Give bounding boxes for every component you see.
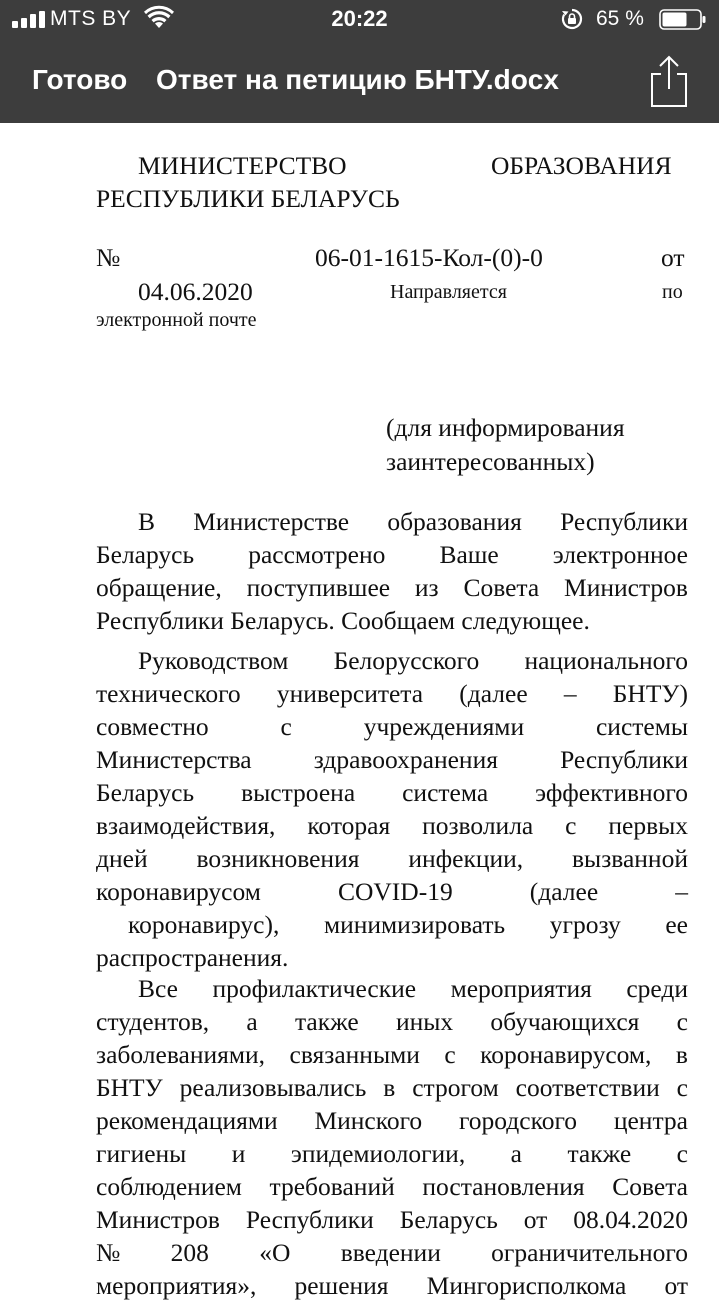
- ref-by: по: [662, 281, 683, 303]
- addressee-line: заинтересованных): [386, 447, 595, 476]
- body-text-line: технического университета (далее – БНТУ): [96, 679, 688, 708]
- body-text-line: Беларусь рассмотрено Ваше электронное: [96, 540, 688, 569]
- doc-header-education: ОБРАЗОВАНИЯ: [491, 151, 672, 180]
- done-button[interactable]: Готово: [32, 64, 128, 95]
- carrier-name: MTS BY: [50, 7, 132, 30]
- body-text-line: В Министерстве образования Республики: [138, 507, 688, 536]
- body-text-line: мероприятия», решения Мингорисполкома от: [96, 1271, 688, 1300]
- doc-header-country: РЕСПУБЛИКИ БЕЛАРУСЬ: [96, 184, 400, 213]
- body-text-line: Беларусь выстроена система эффективного: [96, 778, 688, 807]
- rotation-lock-icon: [561, 8, 583, 30]
- body-text-line: соблюдением требований постановления Совета: [96, 1172, 688, 1201]
- body-text-line: рекомендациями Минского городского центра: [96, 1106, 688, 1135]
- body-text-line: коронавирусом COVID-19 (далее –: [96, 877, 688, 906]
- ref-date: 04.06.2020: [138, 277, 253, 306]
- body-text-line: обращение, поступившее из Совета Министров: [96, 573, 688, 602]
- body-text-line: совместно с учреждениями системы: [96, 712, 688, 741]
- body-text-line: распространения.: [96, 943, 289, 972]
- body-text-line: № 208 «О введении ограничительного: [96, 1238, 688, 1267]
- battery-icon: [659, 9, 707, 30]
- body-text-line: БНТУ реализовывались в строгом соответствии с: [96, 1073, 688, 1102]
- status-bar: [0, 0, 719, 40]
- body-text-line: студентов, а также иных обучающихся с: [96, 1007, 688, 1036]
- document-viewer[interactable]: [0, 123, 719, 1300]
- body-text-line: Руководством Белорусского национального: [138, 646, 688, 675]
- ref-sent-label: Направляется: [390, 281, 507, 303]
- body-text-line: взаимодействия, которая позволила с первых: [96, 811, 688, 840]
- ref-email: электронной почте: [96, 309, 257, 331]
- doc-header-ministry: МИНИСТЕРСТВО: [138, 151, 347, 180]
- ref-from: от: [661, 243, 685, 272]
- body-text-line: коронавирус), минимизировать угрозу ее: [128, 910, 688, 939]
- body-text-line: дней возникновения инфекции, вызванной: [96, 844, 688, 873]
- document-title: Ответ на петицию БНТУ.docx: [156, 64, 559, 95]
- nav-bar: [0, 40, 719, 123]
- battery-percent: 65 %: [596, 7, 644, 30]
- body-text-line: Министерства здравоохранения Республики: [96, 745, 688, 774]
- body-text-line: Все профилактические мероприятия среди: [138, 974, 688, 1003]
- top-bar: [0, 0, 719, 123]
- body-text-line: гигиены и эпидемиологии, а также с: [96, 1139, 688, 1168]
- body-text-line: заболеваниями, связанными с коронавирусом, в: [96, 1040, 688, 1069]
- share-icon[interactable]: [648, 54, 690, 108]
- addressee-line: (для информирования: [386, 413, 625, 442]
- clock: 20:22: [331, 6, 388, 31]
- ref-number-sign: №: [96, 243, 121, 272]
- body-text-line: Министров Республики Беларусь от 08.04.2020: [96, 1205, 688, 1234]
- body-text-line: Республики Беларусь. Сообщаем следующее.: [96, 606, 590, 635]
- ref-number: 06-01-1615-Кол-(0)-0: [315, 243, 543, 272]
